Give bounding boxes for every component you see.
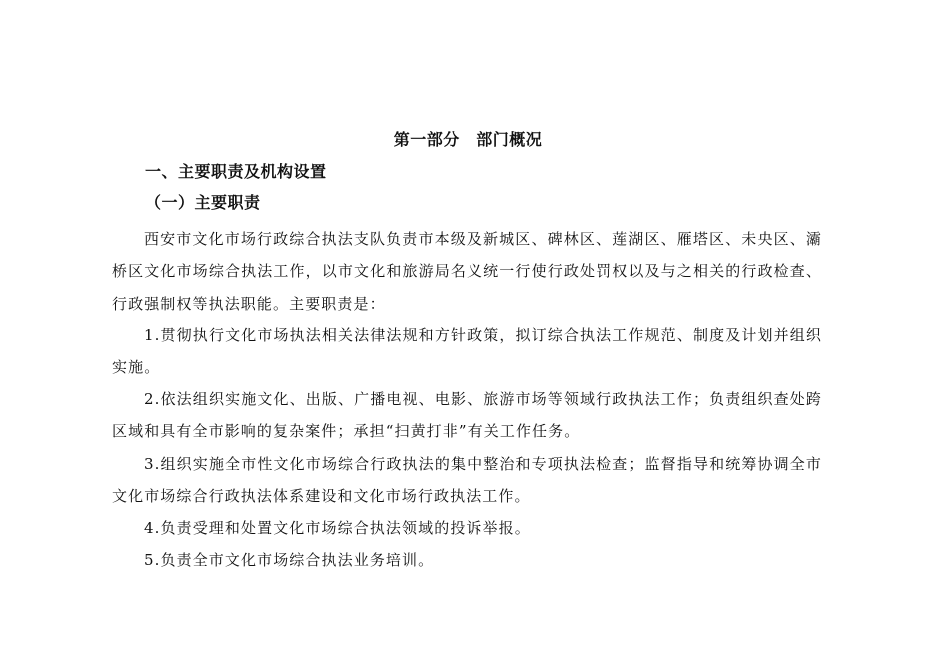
subsection-heading: （一）主要职责: [145, 193, 261, 212]
duty-item-5: 5.负责全市文化市场综合执法业务培训。: [144, 551, 435, 569]
duty-item-1: 1.贯彻执行文化市场执法相关法律法规和方针政策，拟订综合执法工作规范、制度及计划并组织实施。: [112, 326, 822, 377]
duty-item-4: 4.负责受理和处置文化市场综合执法领域的投诉举报。: [144, 519, 531, 537]
section-heading: 一、主要职责及机构设置: [145, 162, 327, 181]
part-title: 第一部分 部门概况: [393, 130, 543, 149]
duty-item-3: 3.组织实施全市性文化市场综合行政执法的集中整治和专项执法检查；监督指导和统筹协调全市文化市场综合行政执法体系建设和文化市场行政执法工作。: [112, 455, 822, 506]
intro-paragraph: 西安市文化市场行政综合执法支队负责市本级及新城区、碑林区、莲湖区、雁塔区、未央区、灞桥区文化市场综合执法工作，以市文化和旅游局名义统一行使行政处罚权以及与之相关的行政检查、行政强制权等执法职能。主要职责是：: [112, 230, 822, 313]
duty-item-2: 2.依法组织实施文化、出版、广播电视、电影、旅游市场等领域行政执法工作；负责组织查处跨区域和具有全市影响的复杂案件；承担“扫黄打非”有关工作任务。: [112, 390, 822, 441]
